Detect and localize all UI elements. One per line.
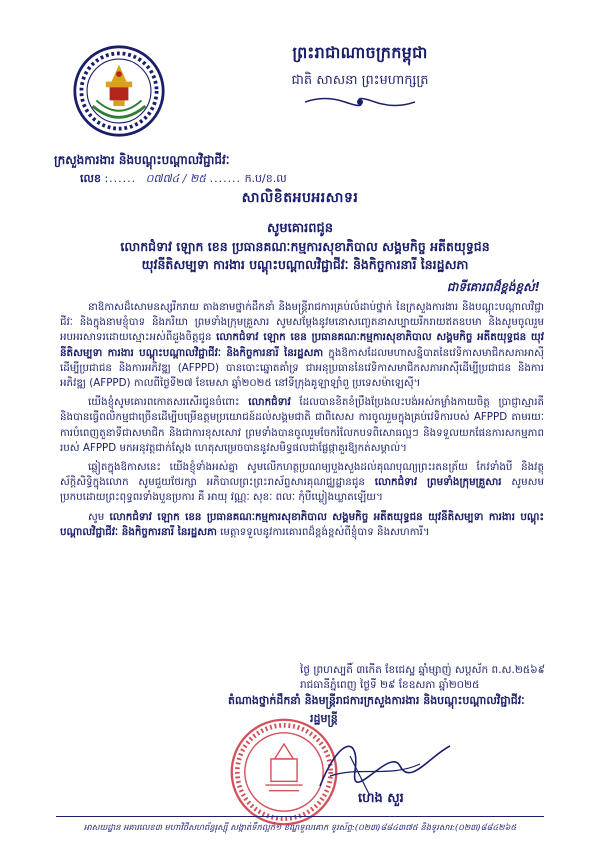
paragraph-3: ឆ្លៀតក្នុងឱកាសនេះ យើងខ្ញុំទាំងអស់គ្នា សូមលើកហត្ថប្រណម្យបួងសួងដល់គុណបុណ្យព្រះរតនត្រ័យ កែវទាំងបី និងវត្ថុស័ក្តិសិទ្ធិក្នុងលោក សូមជួយថែរក្សា អភិបាលព្រះព្រះរាស័ព្ទសារគុណជ្ឈដ្ឋានជូន លោកជំទាវ ព្រមទាំងក្រុមគ្រួសារ សូមសមប្រកបដោយព្រះពុទ្ធពរទាំងបួនប្រការ គឺ អាយុ វណ្ណៈ សុខៈ ពលៈ កុំបីឃ្លៀងឃ្លាតឡើយ។ — [60, 461, 545, 504]
reference-code: ក.ប/ខ.ល — [244, 172, 287, 185]
addressee-line-2: យុវនីតិសម្បទា ការងារ បណ្តុះបណ្តាលវិជ្ជាជីវៈ និងកិច្ចការនារី នៃរដ្ឋសភា — [141, 257, 469, 272]
signatory-position: រដ្ឋមន្ត្រី — [310, 712, 338, 725]
letter-title: សាលិខិតអបអរសាទរ — [241, 190, 359, 206]
lunar-date: ថ្ងៃ ព្រហស្បតិ៍ ៣កើត ខែជេស្ឋ ឆ្នាំម្សាញ់ សប្តស័ក ព.ស.២៥៦៩ — [300, 664, 546, 676]
paragraph-1-honoree: លោកជំទាវ ឡោក ខេន ប្រធានគណៈកម្មការសុខាភិបាល សង្គមកិច្ច អតីតយុទ្ធជន យុវនីតិសម្បទា ការងារ បណ្តុះបណ្តាលវិជ្ជាជីវៈ និងកិច្ចការនារី នៃរដ្ឋសភា — [60, 331, 544, 359]
respect-closing: ជាទីគោរពដ៏ខ្ពង់ខ្ពស់! — [446, 280, 540, 294]
salutation: សូមគោរពជូន — [266, 221, 333, 236]
paragraph-2-honoree: លោកជំទាវ — [248, 396, 291, 409]
paragraph-4: សូម លោកជំទាវ ឡោក ខេន ប្រធានគណៈកម្មការសុខាភិបាល សង្គមកិច្ច អតីតយុទ្ធជន យុវនីតិសម្បទា ការងារ បណ្តុះបណ្តាលវិជ្ជាជីវៈ និងកិច្ចការនារី នៃរដ្ឋសភា មេត្តាទទួលនូវការគោរពដ៏ខ្ពង់ខ្ពស់ពីខ្ញុំបាទ និងសហការី។ — [60, 510, 544, 538]
reference-number: ០៧៧៤ / ២៥ — [145, 172, 207, 185]
ministry-emblem-logo — [72, 44, 166, 138]
letter-body — [60, 300, 544, 544]
addressee — [70, 238, 540, 274]
date-line — [300, 663, 545, 693]
kingdom-header — [210, 42, 510, 109]
kingdom-title: ព្រះរាជាណាចក្រកម្ពុជា — [292, 43, 428, 62]
addressee-line-1: លោកជំទាវ ឡោក ខេន ប្រធានគណៈកម្មការសុខាភិបាល សង្គមកិច្ច អតីតយុទ្ធជន — [120, 239, 490, 254]
paragraph-2: យើងខ្ញុំសូមគោរពកោតសរសើរជូនចំពោះ លោកជំទាវ ដែលបានខិតខំប្រឹងប្រែងលះបង់អស់កម្លាំងកាយចិត្ត ប្រាជ្ញាស្មារតី និងបានធ្វើពលិកម្មជាច្រើនដើម្បីបម្រើឧត្តមប្រយោជន៍ដល់សង្គមជាតិ ជាពិសេស ការចូលរួមក្នុងគ្រប់វេទិការបស់ AFPPD តាមរយៈការបំពេញតួនាទីជាសមាជិក និងជាការខុសសោវ ព្រមទាំងបានចូលរួមចែករំលែកបទពិសោធល្អៗ និងទទួលយកផែនការសកម្មភាពរបស់ AFPPD មកអនុវត្តជាក់ស្តែង ហេតុសម្រេចបាននូវសមិទ្ធផលជាផ្លែផ្កាគួរឱ្យកត់សម្គាល់។ — [60, 396, 545, 454]
footer-divider — [56, 816, 544, 817]
signatory-name: ហេង សួរ — [358, 791, 404, 806]
paragraph-1: នាឱកាសដ៏សោមនស្សរីករាយ តាងនាមថ្នាក់ដឹកនាំ និងមន្ត្រីរាជការគ្រប់លំដាប់ថ្នាក់ នៃក្រសួងការងារ និងបណ្តុះបណ្តាលវិជ្ជាជីវៈ និងក្នុងនាមខ្ញុំបាទ និងភរិយា ព្រមទាំងក្រុមគ្រួសារ សូមសម្តែងនូវមនោសញ្ចេតនាសប្បាយរីករាយឥតឧបមា និងសូមចូលរួមអបអរសាទរដោយស្មោះអស់ពីដួងចិត្តជូន លោកជំទាវ ឡោក ខេន ប្រធានគណៈកម្មការសុខាភិបាល សង្គមកិច្ច អតីតយុទ្ធជន យុវនីតិសម្បទា ការងារ បណ្តុះបណ្តាលវិជ្ជាជីវៈ និងកិច្ចការនារី នៃរដ្ឋសភា ក្នុងឱកាសដែលមហាសន្និបាតនៃវេទិកាសមាជិកសភាអាស៊ីដើម្បីប្រជាជន និងការអភិវឌ្ឍ (AFPPD) បានបោះឆ្នោតគាំទ្រ ជាអនុប្រធាននៃវេទិកាសមាជិកសភាអាស៊ីដើម្បីប្រជាជន និងការអភិវឌ្ឍ (AFPPD) កាលពីថ្ងៃទី២៧ ខែមេសា ឆ្នាំ២០២៥ នៅទីក្រុងគូឡាឡាំពួ ប្រទេសម៉ាឡេស៊ី។ — [60, 301, 544, 390]
footer-address: អាសយដ្ឋាន អគារលេខ៣ មហាវិថីសហព័ន្ធរុស្ស៊ី សង្កាត់ទឹកល្អក់១ ខណ្ឌទួលគោក ទូរស័ព្ទ:(០២៣)៨៨៤៣៧៥ និងទូរសារ:(០២៣)៨៨៤២៦៥ — [83, 822, 517, 832]
reference-label: លេខ — [80, 172, 101, 185]
reference-line: លេខ :...... ០៧៧៤ / ២៥ ....... ក.ប/ខ.ល — [80, 172, 287, 185]
ministry-name: ក្រសួងការងារ និងបណ្តុះបណ្តាលវិជ្ជាជីវៈ — [54, 153, 230, 167]
header-ornament — [305, 95, 415, 109]
paragraph-4-honoree: លោកជំទាវ ឡោក ខេន ប្រធានគណៈកម្មការសុខាភិបាល សង្គមកិច្ច អតីតយុទ្ធជន យុវនីតិសម្បទា ការងារ បណ្តុះបណ្តាលវិជ្ជាជីវៈ និងកិច្ចការនារី នៃរដ្ឋសភា — [60, 510, 544, 538]
solar-date: រាជធានីភ្នំពេញ ថ្ងៃទី ២៩ ខែឧសភា ឆ្នាំ២០២៥ — [300, 679, 480, 691]
paragraph-3-honoree: លោកជំទាវ — [374, 476, 418, 489]
national-motto: ជាតិ សាសនា ព្រះមហាក្សត្រ — [291, 73, 429, 88]
signatory-title: តំណាងថ្នាក់ដឹកនាំ និងមន្ត្រីរាជការក្រសួងការងារ និងបណ្តុះបណ្តាលវិជ្ជាជីវៈ — [228, 694, 525, 707]
